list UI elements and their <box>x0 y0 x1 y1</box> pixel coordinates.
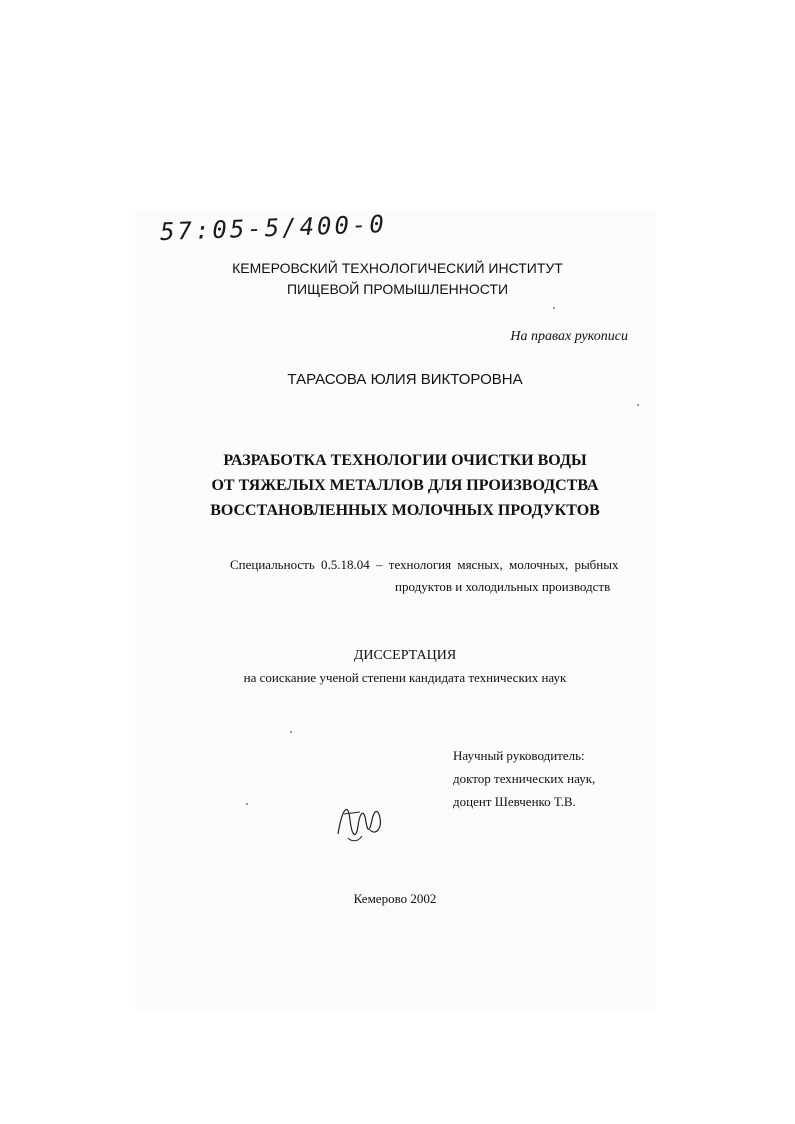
supervisor-degree: доктор технических наук, <box>453 771 596 786</box>
archive-number: 57:05-5/400-0 <box>159 210 388 246</box>
institution-line-1: КЕМЕРОВСКИЙ ТЕХНОЛОГИЧЕСКИЙ ИНСТИТУТ <box>232 260 563 276</box>
supervisor-name: доцент Шевченко Т.В. <box>453 794 576 809</box>
specialty-line-2: продуктов и холодильных производств <box>395 579 611 594</box>
rights-note: На правах рукописи <box>510 329 628 344</box>
institution-line-2: ПИЩЕВОЙ ПРОМЫШЛЕННОСТИ <box>286 281 509 297</box>
supervisor-label: Научный руководитель: <box>453 748 585 763</box>
scan-speck <box>290 731 292 733</box>
signature-image <box>330 790 390 850</box>
specialty-line-1: Специальность 0.5.18.04 – технология мясных, молочных, рыбных <box>230 557 619 572</box>
title-line-2: ОТ ТЯЖЕЛЫХ МЕТАЛЛОВ ДЛЯ ПРОИЗВОДСТВА <box>211 477 599 494</box>
author-name: ТАРАСОВА ЮЛИЯ ВИКТОРОВНА <box>287 371 523 388</box>
title-line-1: РАЗРАБОТКА ТЕХНОЛОГИИ ОЧИСТКИ ВОДЫ <box>223 452 587 469</box>
degree-line: на соискание ученой степени кандидата технических наук <box>243 670 567 685</box>
scan-speck <box>637 404 639 406</box>
scan-speck <box>553 307 555 309</box>
scan-speck <box>246 803 248 805</box>
city-year: Кемерово 2002 <box>353 891 437 906</box>
title-line-3: ВОССТАНОВЛЕННЫХ МОЛОЧНЫХ ПРОДУКТОВ <box>210 502 600 519</box>
document-type: ДИССЕРТАЦИЯ <box>353 648 457 663</box>
